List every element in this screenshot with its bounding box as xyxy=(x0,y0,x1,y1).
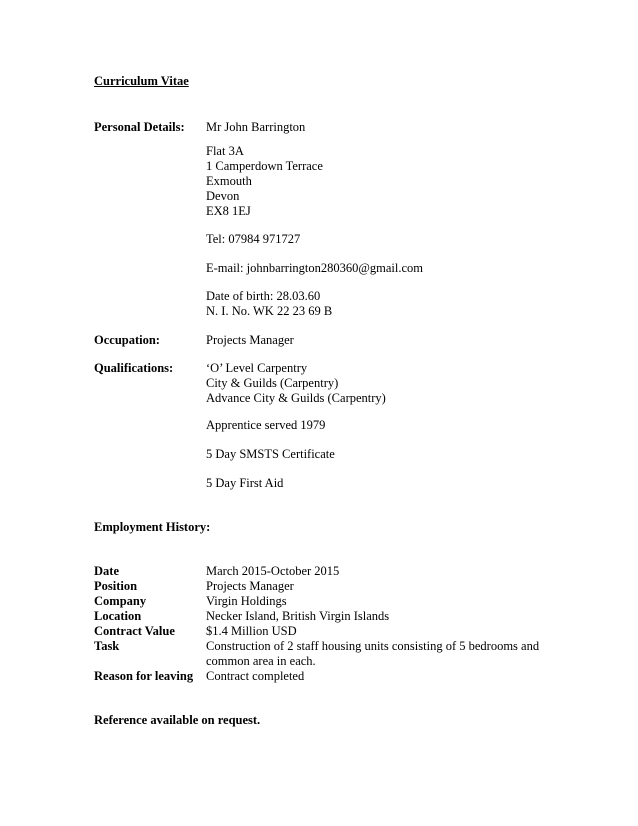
full-name: Mr John Barrington xyxy=(206,120,306,134)
employment-history-heading: Employment History: xyxy=(94,520,211,534)
address-line: Devon xyxy=(206,189,240,203)
employment-label-location: Location xyxy=(94,609,142,623)
address-block xyxy=(206,144,323,219)
document-title: Curriculum Vitae xyxy=(94,74,189,88)
reference-note: Reference available on request. xyxy=(94,713,261,727)
employment-value-location: Necker Island, British Virgin Islands xyxy=(206,609,390,623)
qualification-item: City & Guilds (Carpentry) xyxy=(206,376,339,390)
apprenticeship: Apprentice served 1979 xyxy=(206,418,326,432)
employment-label-position: Position xyxy=(94,579,138,593)
dob-ni-block xyxy=(206,289,332,319)
occupation-label: Occupation: xyxy=(94,333,160,347)
employment-value-date: March 2015-October 2015 xyxy=(206,564,340,578)
ni-number: N. I. No. WK 22 23 69 B xyxy=(206,304,333,318)
qualifications-list xyxy=(206,361,386,406)
smsts-certificate: 5 Day SMSTS Certificate xyxy=(206,447,335,461)
address-line: Exmouth xyxy=(206,174,252,188)
date-of-birth: Date of birth: 28.03.60 xyxy=(206,289,321,303)
employment-label-company: Company xyxy=(94,594,147,608)
address-line: 1 Camperdown Terrace xyxy=(206,159,323,173)
employment-label-task: Task xyxy=(94,639,120,653)
qualification-item: Advance City & Guilds (Carpentry) xyxy=(206,391,386,405)
qualification-item: ‘O’ Level Carpentry xyxy=(206,361,308,375)
address-line: Flat 3A xyxy=(206,144,244,158)
email: E-mail: johnbarrington280360@gmail.com xyxy=(206,261,424,275)
address-line: EX8 1EJ xyxy=(206,204,251,218)
employment-label-date: Date xyxy=(94,564,119,578)
qualifications-label: Qualifications: xyxy=(94,361,174,375)
employment-label-reason: Reason for leaving xyxy=(94,669,194,683)
employment-value-task: Construction of 2 staff housing units consisting of 5 bedrooms and common area in each. xyxy=(206,639,540,668)
first-aid: 5 Day First Aid xyxy=(206,476,284,490)
employment-value-company: Virgin Holdings xyxy=(206,594,287,608)
occupation-value: Projects Manager xyxy=(206,333,294,347)
telephone: Tel: 07984 971727 xyxy=(206,232,301,246)
employment-value-contract-value: $1.4 Million USD xyxy=(206,624,297,638)
employment-value-position: Projects Manager xyxy=(206,579,294,593)
employment-value-reason: Contract completed xyxy=(206,669,305,683)
personal-details-label: Personal Details: xyxy=(94,120,185,134)
employment-label-contract-value: Contract Value xyxy=(94,624,175,638)
